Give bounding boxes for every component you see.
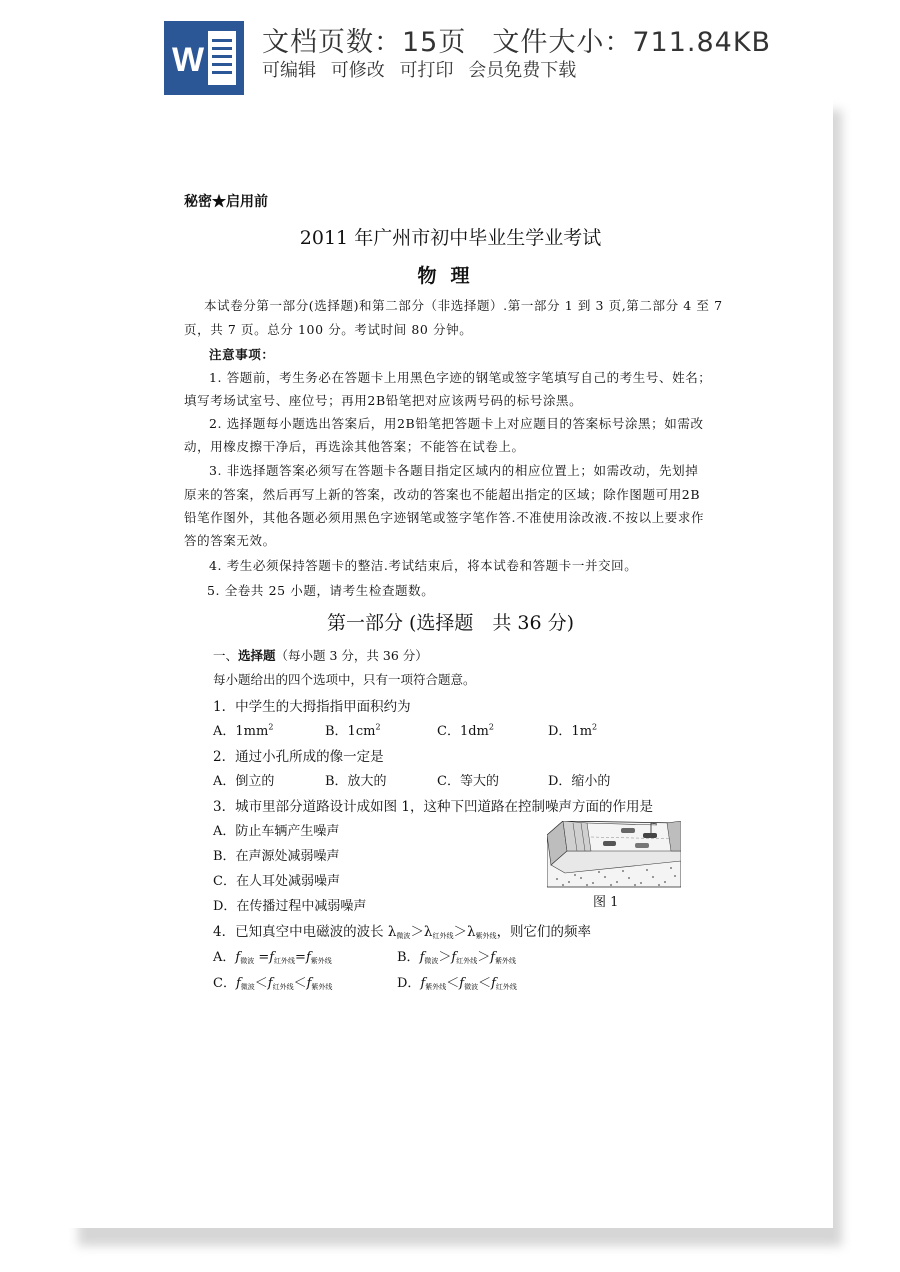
q1-option-b: B．$1cm^2$ [325, 722, 381, 739]
sunken-road-illustration [547, 821, 681, 889]
question-3-stem: 3．城市里部分道路设计成如图 1，这种下凹道路在控制噪声方面的作用是 [213, 799, 653, 815]
document-page [68, 98, 833, 1228]
q2-option-a: A．倒立的 [213, 774, 275, 789]
notice-line: 填写考场试室号、座位号；再用2B铅笔把对应该两号码的标号涂黑。 [184, 393, 583, 408]
notice-line: 原来的答案，然后再写上新的答案，改动的答案也不能超出指定的区域；除作图题可用2B [184, 487, 701, 502]
q4-option-c: C．$f_{微波}<f_{红外线}<f_{紫外线}$ [213, 976, 333, 991]
q2-option-c: C．等大的 [437, 774, 499, 789]
intro-line-1: 本试卷分第一部分(选择题)和第二部分（非选择题）.第一部分 1 到 3 页,第二部分 4 至 7 [204, 298, 723, 313]
question-2-stem: 2．通过小孔所成的像一定是 [213, 749, 384, 765]
svg-text:W: W [171, 41, 205, 79]
q1-option-a: A．$1mm^2$ [213, 722, 274, 739]
q3-option-c: C．在人耳处减弱噪声 [213, 874, 340, 889]
subject-title: 物理 [417, 265, 484, 287]
q4-option-d: D．$f_{紫外线}<f_{微波}<f_{红外线}$ [397, 976, 517, 991]
download-banner [0, 0, 900, 100]
q4-option-b: B．$f_{微波}>f_{红外线}>f_{紫外线}$ [397, 950, 517, 965]
section-scoring: （每小题 3 分，共 36 分） [275, 648, 428, 663]
banner-features [262, 56, 585, 82]
q1-option-c: C．$1dm^2$ [437, 722, 494, 739]
notice-line: 5. 全卷共 25 小题，请考生检查题数。 [207, 583, 435, 598]
feature-modifiable: 可修改 [330, 60, 385, 81]
notice-line: 1. 答题前，考生务必在答题卡上用黑色字迹的钢笔或签字笔填写自己的考生号、姓名； [209, 370, 712, 385]
part-one-title: 第一部分 (选择题 共 36 分) [326, 612, 575, 634]
feature-printable: 可打印 [399, 60, 454, 81]
word-document-icon [164, 21, 244, 95]
exam-title: 2011 年广州市初中毕业生学业考试 [299, 227, 602, 249]
q4-option-a: A．$f_{微波} =f_{红外线}=f_{紫外线}$ [213, 950, 332, 965]
confidential-mark: 秘密★启用前 [184, 194, 268, 210]
q1-option-d: D．$1m^2$ [548, 722, 598, 739]
page-count: 文档页数：15页 [262, 27, 467, 58]
q2-option-d: D．缩小的 [548, 774, 611, 789]
q3-option-d: D．在传播过程中减弱噪声 [213, 899, 367, 914]
banner-doc-info [262, 20, 771, 59]
question-1-stem: 1．中学生的大拇指指甲面积约为 [213, 699, 411, 715]
file-size: 文件大小：711.84KB [492, 27, 772, 58]
q2-option-b: B．放大的 [325, 774, 387, 789]
notice-heading: 注意事项： [209, 347, 275, 362]
feature-editable: 可编辑 [262, 60, 316, 81]
notice-line: 动，用橡皮擦干净后，再选涂其他答案；不能答在试卷上。 [184, 439, 525, 454]
section-heading [213, 646, 428, 664]
feature-member-download: 会员免费下载 [468, 60, 577, 81]
notice-line: 2. 选择题每小题选出答案后，用2B铅笔把答题卡上对应题目的答案标号涂黑；如需改 [209, 416, 704, 431]
notice-line: 答的答案无效。 [184, 533, 276, 548]
notice-line: 3. 非选择题答案必须写在答题卡各题目指定区域内的相应位置上；如需改动，先划掉 [209, 463, 699, 478]
notice-line: 铅笔作图外，其他各题必须用黑色字迹钢笔或签字笔作答.不准使用涂改液.不按以上要求作 [184, 510, 705, 525]
q3-option-a: A．防止车辆产生噪声 [213, 824, 340, 839]
question-4-stem: 4．已知真空中电磁波的波长 $\lambda_{微波}>\lambda_{红外线}>\lambda_{紫外线}$，则它们的频率 [213, 924, 592, 940]
section-name: 选择题 [238, 648, 276, 663]
figure-1-caption: 图 1 [593, 895, 619, 910]
q3-option-b: B．在声源处减弱噪声 [213, 849, 340, 864]
notice-line: 4. 考生必须保持答题卡的整洁.考试结束后，将本试卷和答题卡一并交回。 [209, 558, 638, 573]
intro-line-2: 页，共 7 页。总分 100 分。考试时间 80 分钟。 [184, 322, 473, 337]
section-instruction: 每小题给出的四个选项中，只有一项符合题意。 [213, 672, 476, 687]
section-prefix: 一、 [213, 648, 239, 663]
